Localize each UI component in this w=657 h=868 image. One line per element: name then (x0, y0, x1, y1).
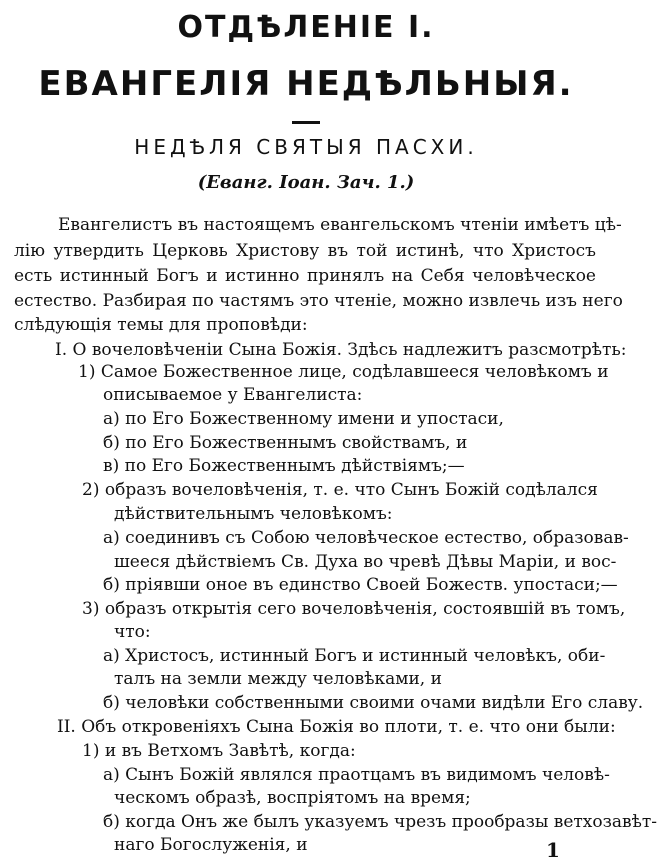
intro-line: Евангелистъ въ настоящемъ евангельскомъ чтеніи имѣетъ цѣ- (58, 215, 622, 235)
outline-item: наго Богослуженія, и (114, 835, 308, 855)
outline-item: 1) Самое Божественное лице, содѣлавшееся человѣкомъ и (78, 362, 609, 382)
outline-item: описываемое у Евангелиста: (103, 385, 363, 405)
title-divider (292, 121, 320, 124)
outline-item: шееся дѣйствіемъ Св. Духа во чревѣ Дѣвы Маріи, и вос- (114, 552, 617, 572)
outline-item: а) соединивъ съ Собою человѣческое естество, образовав- (103, 528, 629, 548)
outline-item: а) Сынъ Божій являлся праотцамъ въ видимомъ человѣ- (103, 765, 610, 785)
outline-item: I. О вочеловѣченіи Сына Божія. Здѣсь надлежитъ разсмотрѣть: (55, 340, 627, 360)
intro-line: слѣдующія темы для проповѣди: (14, 315, 308, 335)
outline-item: талъ на земли между человѣками, и (114, 669, 442, 689)
outline-item: б) когда Онъ же былъ указуемъ чрезъ прообразы ветхозавѣт- (103, 812, 657, 832)
intro-line: естество. Разбирая по частямъ это чтеніе, можно извлечь изъ него (14, 291, 623, 311)
gospel-reference: (Еванг. Іоан. Зач. 1.) (197, 172, 415, 193)
outline-item: 1) и въ Ветхомъ Завѣтѣ, когда: (82, 741, 356, 761)
outline-item: а) Христосъ, истинный Богъ и истинный человѣкъ, оби- (103, 646, 606, 666)
sunday-title: НЕДѢЛЯ СВЯТЫЯ ПАСХИ. (134, 135, 478, 159)
outline-item: ческомъ образѣ, воспріятомъ на время; (114, 788, 471, 808)
outline-item: что: (114, 622, 151, 642)
outline-item: б) пріявши оное въ единство Своей Божеств. упостаси;— (103, 575, 618, 595)
outline-item: 3) образъ открытія сего вочеловѣченія, состоявшій въ томъ, (82, 599, 626, 619)
outline-item: 2) образъ вочеловѣченія, т. е. что Сынъ Божій содѣлался (82, 480, 598, 500)
intro-line: есть истинный Богъ и истинно принялъ на Себя человѣческое (14, 266, 596, 286)
outline-item: а) по Его Божественному имени и упостаси, (103, 409, 504, 429)
page-number: 1 (546, 838, 560, 862)
section-heading: ОТДѢЛЕНІЕ I. (177, 10, 435, 45)
outline-item: II. Объ откровеніяхъ Сына Божія во плоти, т. е. что они были: (57, 717, 616, 737)
chapter-title: ЕВАНГЕЛІЯ НЕДѢЛЬНЫЯ. (38, 64, 574, 104)
outline-item: б) человѣки собственными своими очами видѣли Его славу. (103, 693, 644, 713)
outline-item: дѣйствительнымъ человѣкомъ: (114, 504, 393, 524)
intro-line: лію утвердить Церковь Христову въ той истинѣ, что Христосъ (14, 241, 596, 261)
outline-item: в) по Его Божественнымъ дѣйствіямъ;— (103, 456, 465, 476)
outline-item: б) по Его Божественнымъ свойствамъ, и (103, 433, 468, 453)
